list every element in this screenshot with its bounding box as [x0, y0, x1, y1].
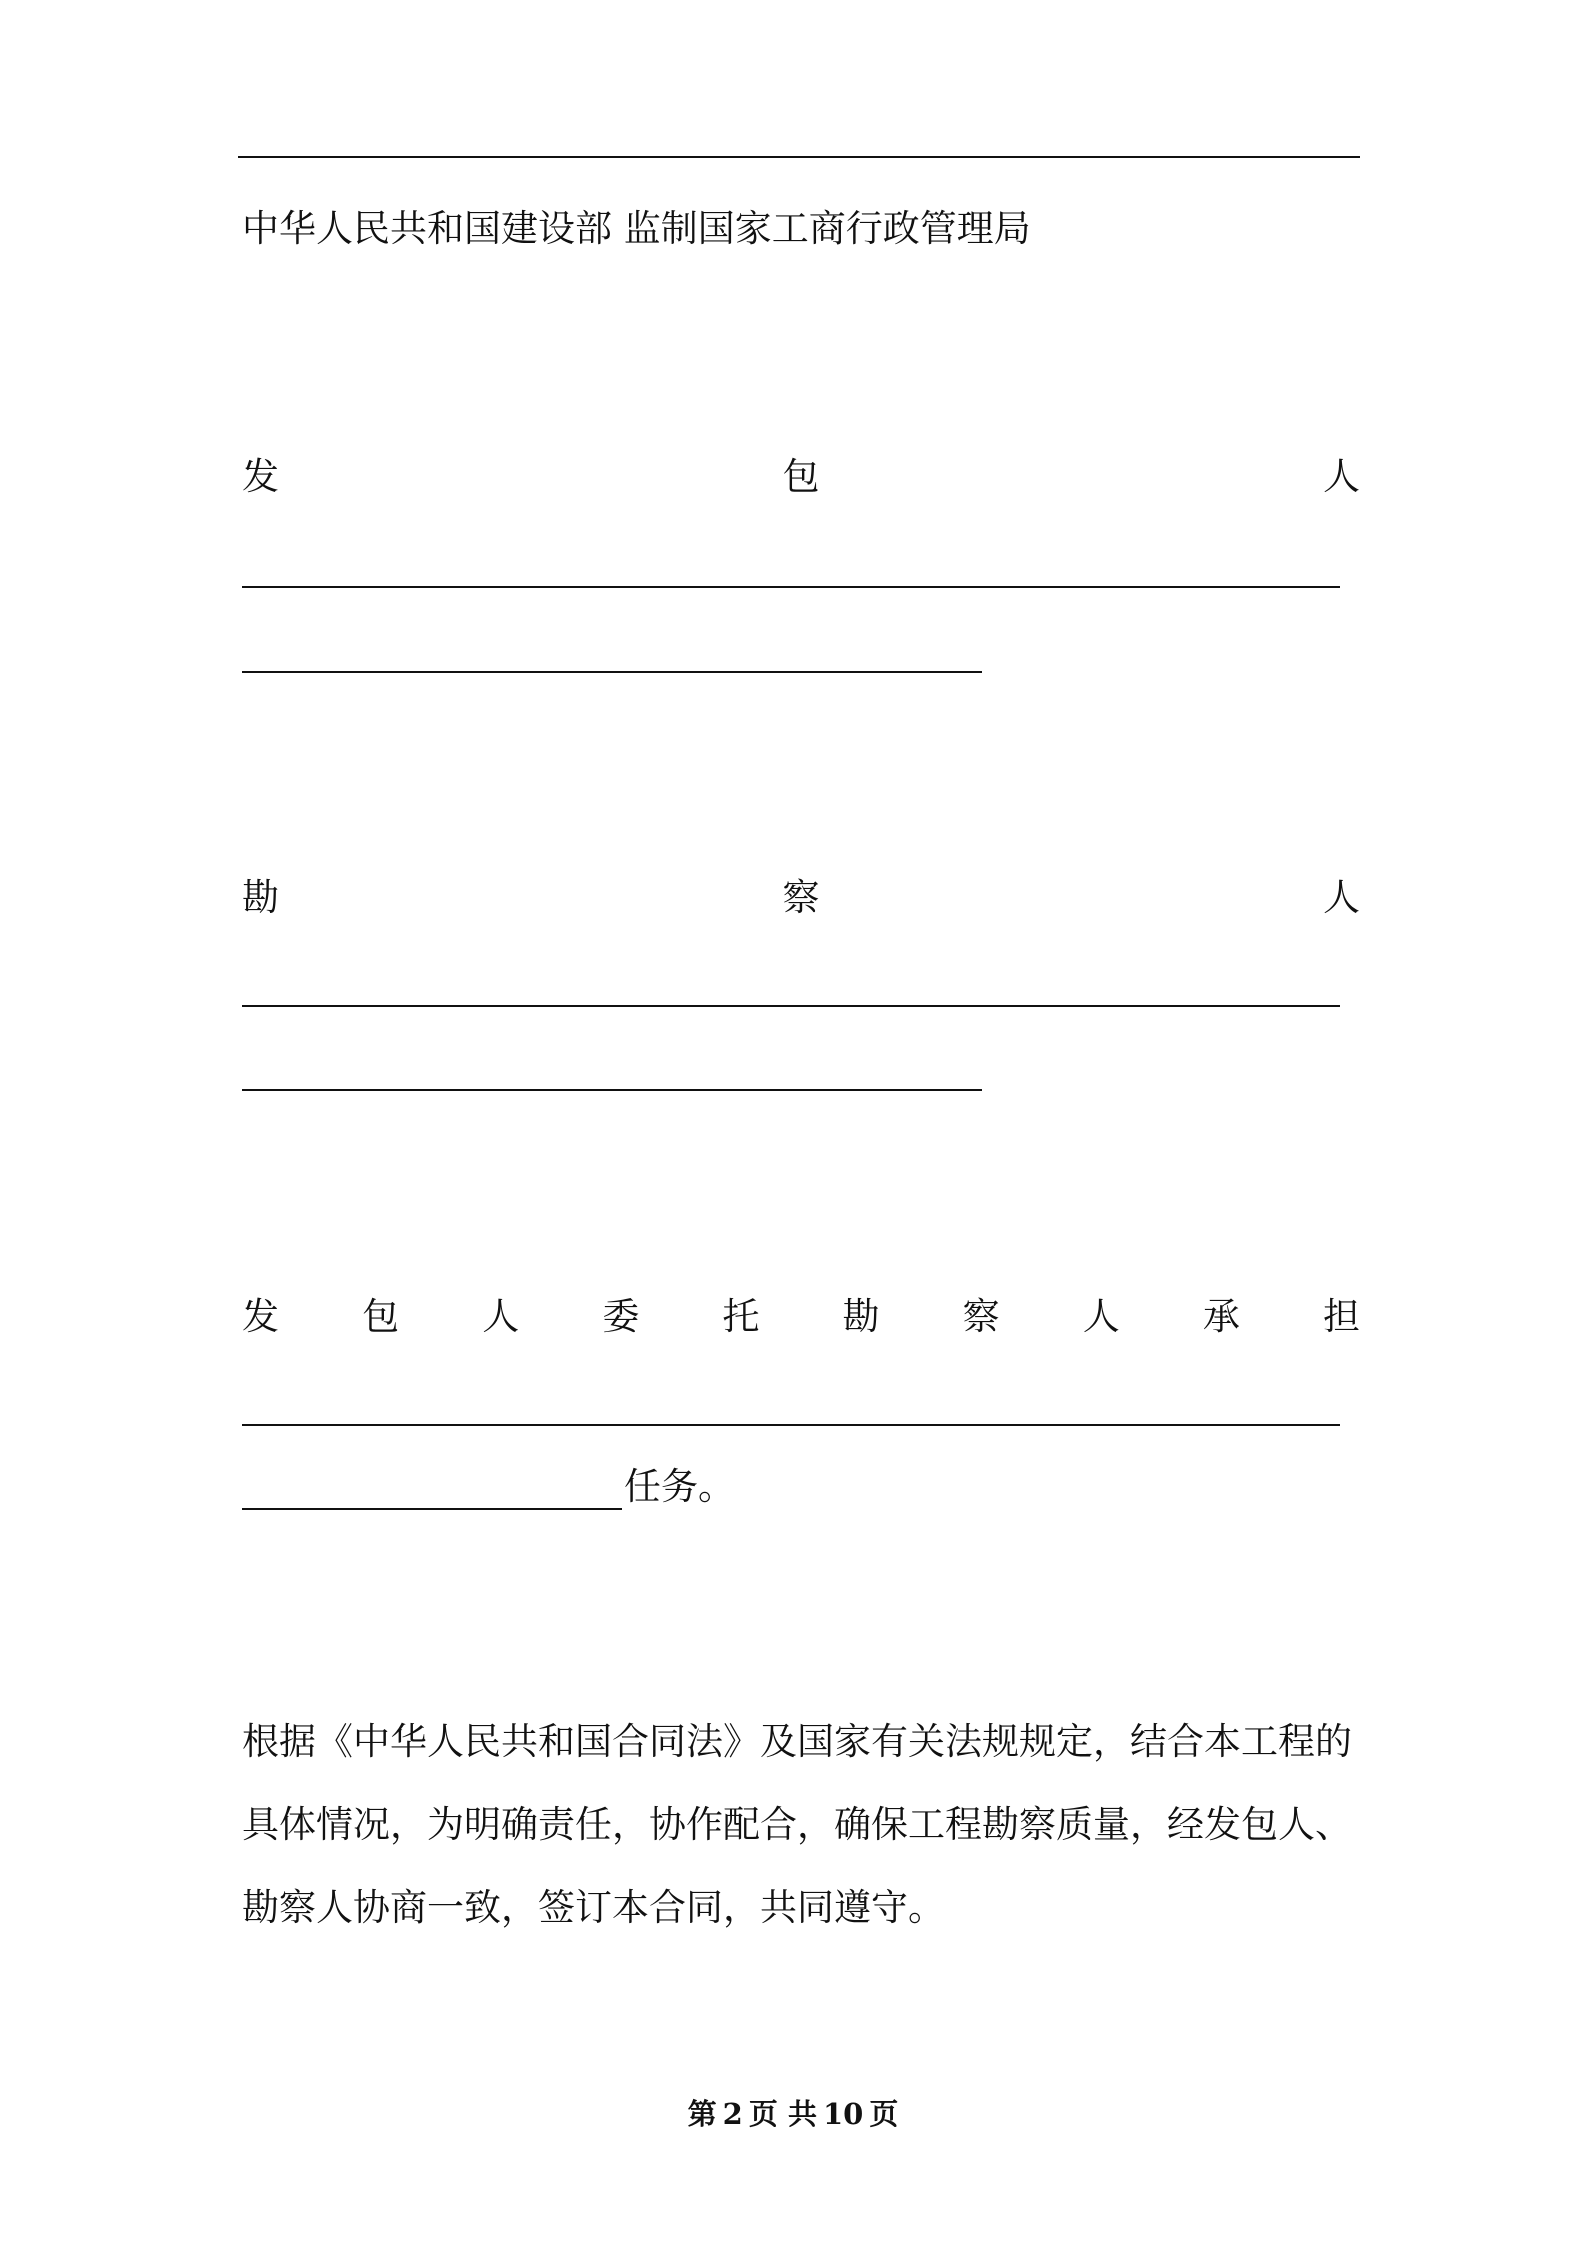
commission-char: 察	[962, 1295, 1000, 1338]
footer-prefix: 第	[687, 2097, 717, 2131]
commission-char: 勘	[842, 1295, 880, 1338]
commission-blank-line-2[interactable]	[242, 1508, 622, 1510]
commission-char: 托	[722, 1295, 760, 1338]
party-b-char: 人	[1323, 876, 1360, 919]
party-a-label	[242, 452, 1360, 502]
commission-char: 包	[362, 1295, 400, 1338]
party-a-blank-line-2[interactable]	[242, 671, 982, 673]
commission-char: 人	[482, 1295, 520, 1338]
commission-char: 担	[1322, 1295, 1360, 1338]
party-b-char: 勘	[242, 876, 279, 919]
party-b-blank-line-2[interactable]	[242, 1089, 982, 1091]
party-a-char: 人	[1323, 455, 1360, 498]
page-footer	[0, 2094, 1586, 2134]
commission-char: 承	[1202, 1295, 1240, 1338]
commission-char: 发	[242, 1295, 279, 1338]
party-a-char: 包	[782, 455, 820, 498]
party-a-char: 发	[242, 455, 279, 498]
commission-char: 人	[1082, 1295, 1120, 1338]
commission-char: 委	[602, 1295, 640, 1338]
header-rule	[238, 156, 1360, 158]
party-b-label	[242, 873, 1360, 923]
footer-suffix: 页	[869, 2097, 899, 2131]
page-total: 10	[822, 2097, 864, 2131]
commission-tail: 任务。	[624, 1465, 735, 1508]
preamble-line: 根据《中华人民共和国合同法》及国家有关法规规定，结合本工程的	[242, 1720, 1352, 1763]
preamble-paragraph	[242, 1700, 1360, 1949]
party-b-blank-line-1[interactable]	[242, 1005, 1340, 1007]
page-current: 2	[722, 2097, 743, 2131]
footer-middle: 页 共	[748, 2097, 817, 2131]
party-b-char: 察	[782, 876, 820, 919]
party-a-blank-line-1[interactable]	[242, 586, 1340, 588]
preamble-line: 具体情况，为明确责任，协作配合，确保工程勘察质量，经发包人、	[242, 1803, 1352, 1846]
issuer-line: 中华人民共和国建设部 监制国家工商行政管理局	[242, 207, 1031, 250]
commission-sentence	[242, 1292, 1360, 1342]
commission-blank-line-1[interactable]	[242, 1424, 1340, 1426]
preamble-line: 勘察人协商一致，签订本合同，共同遵守。	[242, 1886, 945, 1929]
